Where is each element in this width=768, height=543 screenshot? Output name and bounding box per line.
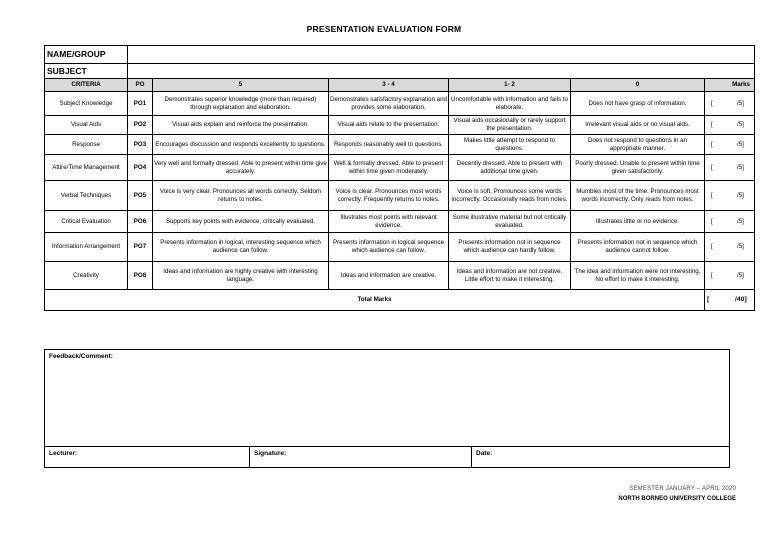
subject-field[interactable] — [128, 64, 755, 79]
criteria-cell: Verbal Techniques — [45, 181, 128, 211]
po-cell: PO3 — [128, 135, 153, 155]
table-row — [45, 135, 755, 155]
criteria-cell: Information Arrangement — [45, 233, 128, 262]
criteria-header: CRITERIA — [45, 79, 128, 92]
score-5-cell: Ideas and information are highly creative with interesting language. — [153, 262, 329, 290]
lecturer-label: Lecturer: — [49, 450, 78, 457]
marks-cell[interactable] — [705, 211, 755, 233]
score-3-4-cell: Well & formally dressed. Able to present within time given moderately. — [329, 155, 449, 181]
score-5-cell: Supports key points with evidence, critically evaluated. — [153, 211, 329, 233]
marks-open-bracket: [ — [711, 217, 713, 225]
po-cell: PO4 — [128, 155, 153, 181]
score-5-header: 5 — [153, 79, 329, 92]
marks-cell[interactable] — [705, 262, 755, 290]
criteria-cell: Creativity — [45, 262, 128, 290]
lecturer-field[interactable] — [45, 447, 250, 467]
form-title: PRESENTATION EVALUATION FORM — [306, 24, 462, 34]
table-row — [45, 181, 755, 211]
marks-max: /5] — [737, 217, 744, 225]
criteria-cell: Visual Aids — [45, 116, 128, 135]
po-cell: PO7 — [128, 233, 153, 262]
score-3-4-header: 3 - 4 — [329, 79, 449, 92]
marks-cell[interactable] — [705, 155, 755, 181]
total-marks-label: Total Marks — [45, 290, 705, 311]
score-3-4-cell: Presents information in logical sequence which audience can follow. — [329, 233, 449, 262]
score-1-2-cell: Voice is soft. Pronounces some words incorrectly. Occasionally reads from notes. — [449, 181, 571, 211]
marks-max: /5] — [737, 121, 744, 129]
table-row — [45, 233, 755, 262]
signature-label: Signature: — [254, 450, 287, 457]
marks-open-bracket: [ — [711, 243, 713, 251]
score-1-2-cell: Ideas and information are not creative. Little effort to make it interesting. — [449, 262, 571, 290]
score-0-header: 0 — [571, 79, 705, 92]
score-0-cell: Presents information not in sequence which audience cannot follow. — [571, 233, 705, 262]
date-label: Date: — [476, 450, 493, 457]
subject-row — [45, 64, 755, 79]
score-0-cell: Poorly dressed. Unable to present within time given satisfactorily. — [571, 155, 705, 181]
total-open-bracket: [ — [707, 295, 710, 303]
feedback-box — [44, 349, 730, 468]
score-1-2-cell: Uncomfortable with information and fails to elaborate. — [449, 92, 571, 116]
table-row — [45, 92, 755, 116]
score-3-4-cell: Visual aids relate to the presentation. — [329, 116, 449, 135]
name-group-field[interactable] — [128, 46, 755, 64]
po-cell: PO5 — [128, 181, 153, 211]
score-0-cell: Illustrates little or no evidence. — [571, 211, 705, 233]
criteria-cell: Response — [45, 135, 128, 155]
marks-max: /5] — [737, 163, 744, 171]
total-marks-cell[interactable] — [705, 290, 755, 311]
score-1-2-cell: Makes little attempt to respond to questions. — [449, 135, 571, 155]
score-5-cell: Very well and formally dressed. Able to present within time give accurately. — [153, 155, 329, 181]
table-header-row — [45, 79, 755, 92]
marks-cell[interactable] — [705, 181, 755, 211]
marks-open-bracket: [ — [711, 121, 713, 129]
signoff-row — [45, 446, 729, 467]
table-row — [45, 262, 755, 290]
semester-text: SEMESTER JANUARY – APRIL 2020 — [629, 486, 736, 492]
score-1-2-cell: Some illustrative material but not critically evaluated. — [449, 211, 571, 233]
criteria-cell: Attire/Time Management — [45, 155, 128, 181]
score-1-2-cell: Visual aids occasionally or rarely support the presentation. — [449, 116, 571, 135]
name-group-row — [45, 46, 755, 64]
name-group-label: NAME/GROUP — [45, 46, 128, 64]
score-3-4-cell: Responds reasonably well to questions. — [329, 135, 449, 155]
marks-open-bracket: [ — [711, 163, 713, 171]
po-cell: PO2 — [128, 116, 153, 135]
marks-open-bracket: [ — [711, 191, 713, 199]
marks-max: /5] — [737, 140, 744, 148]
score-5-cell: Demonstrates superior knowledge (more than required) through explanation and elaboration. — [153, 92, 329, 116]
score-0-cell: The idea and information were not interesting. No effort to make it interesting. — [571, 262, 705, 290]
score-0-cell: Irrelevant visual aids or no visual aids. — [571, 116, 705, 135]
score-3-4-cell: Voice is clear. Pronounces most words correctly. Frequently returns to notes. — [329, 181, 449, 211]
table-row — [45, 155, 755, 181]
score-1-2-header: 1- 2 — [449, 79, 571, 92]
score-5-cell: Encourages discussion and responds excellently to questions. — [153, 135, 329, 155]
score-5-cell: Visual aids explain and reinforce the presentation. — [153, 116, 329, 135]
subject-label: SUBJECT — [45, 64, 128, 79]
marks-cell[interactable] — [705, 116, 755, 135]
marks-max: /5] — [737, 191, 744, 199]
score-0-cell: Does not have grasp of information. — [571, 92, 705, 116]
score-1-2-cell: Decently dressed. Able to present with additional time given. — [449, 155, 571, 181]
signature-field[interactable] — [250, 447, 472, 467]
score-5-cell: Presents information in logical, interesting sequence which audience can follow. — [153, 233, 329, 262]
score-0-cell: Does not respond to questions in an appropriate manner. — [571, 135, 705, 155]
total-row — [45, 290, 755, 311]
college-name: NORTH BORNEO UNIVERSITY COLLEGE — [618, 496, 736, 502]
marks-header: Marks — [705, 79, 755, 92]
marks-open-bracket: [ — [711, 99, 713, 107]
po-cell: PO6 — [128, 211, 153, 233]
marks-max: /5] — [737, 243, 744, 251]
marks-max: /5] — [737, 99, 744, 107]
criteria-cell: Subject Knowledge — [45, 92, 128, 116]
po-header: PO — [128, 79, 153, 92]
po-cell: PO8 — [128, 262, 153, 290]
score-3-4-cell: Ideas and information are creative. — [329, 262, 449, 290]
score-3-4-cell: Illustrates most points with relevant evidence. — [329, 211, 449, 233]
table-row — [45, 211, 755, 233]
marks-cell[interactable] — [705, 135, 755, 155]
marks-open-bracket: [ — [711, 140, 713, 148]
marks-open-bracket: [ — [711, 271, 713, 279]
marks-max: /5] — [737, 271, 744, 279]
criteria-cell: Critical Evaluation — [45, 211, 128, 233]
score-1-2-cell: Presents information not in sequence which audience can hardly follow. — [449, 233, 571, 262]
score-3-4-cell: Demonstrates satisfactory explanation and provides some elaboration. — [329, 92, 449, 116]
score-5-cell: Voice is very clear. Pronounces all words correctly. Seldom returns to notes. — [153, 181, 329, 211]
date-field[interactable] — [472, 447, 729, 467]
score-0-cell: Mumbles most of the time. Pronounces most words incorrectly. Only reads from notes. — [571, 181, 705, 211]
po-cell: PO1 — [128, 92, 153, 116]
feedback-label: Feedback/Comment: — [49, 353, 113, 360]
marks-cell[interactable] — [705, 233, 755, 262]
table-row — [45, 116, 755, 135]
evaluation-table — [44, 45, 755, 311]
marks-cell[interactable] — [705, 92, 755, 116]
total-max: /40] — [735, 295, 747, 303]
